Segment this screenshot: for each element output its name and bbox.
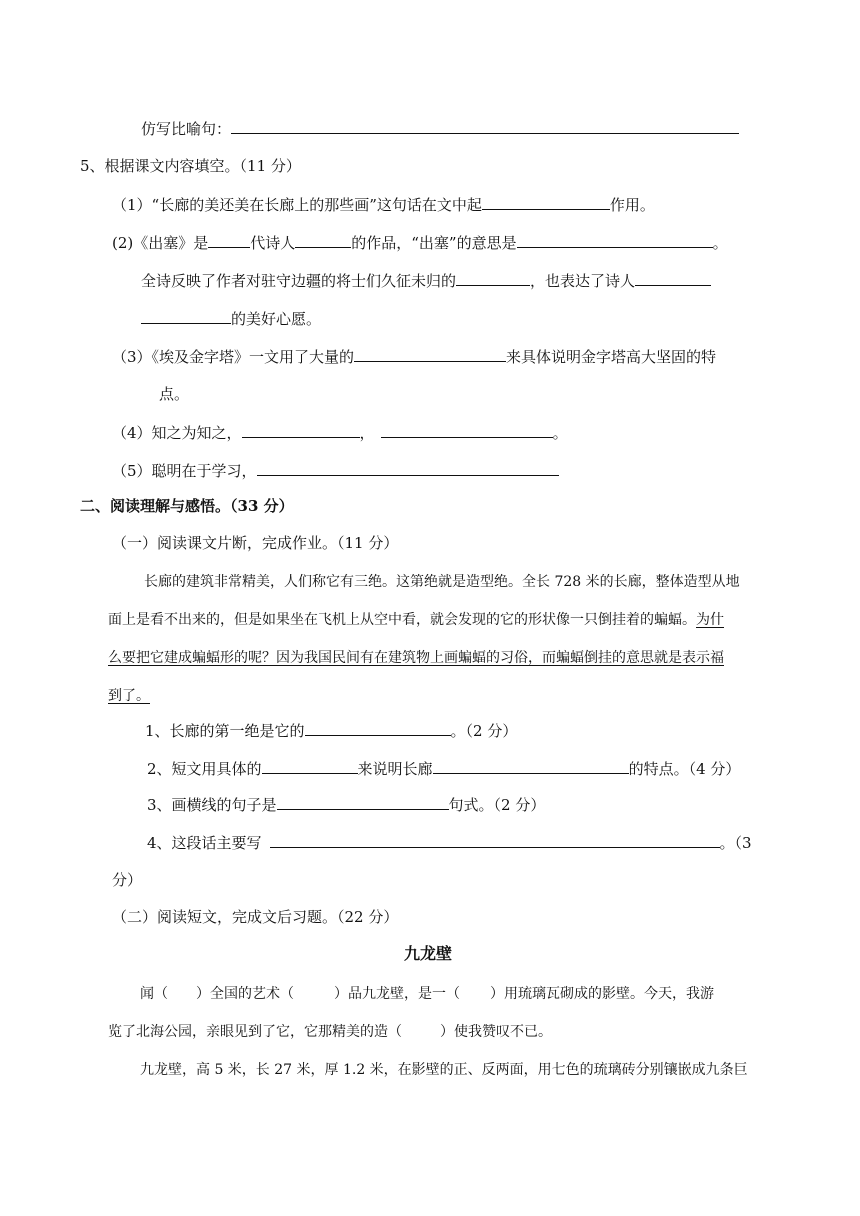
- q5-item-2-blank-poet[interactable]: [295, 232, 351, 248]
- part2-p1-text-d: ）用琉璃瓦砌成的影壁。今天，我游: [490, 986, 714, 1002]
- q5-item-2-line2: [141, 270, 711, 291]
- q5-item-3-text-a: （3）《埃及金字塔》一文用了大量的: [112, 348, 355, 366]
- q5-item-1-text: （1）“长廊的美还美在长廊上的那些画”这句话在文中起: [112, 196, 482, 214]
- part1-q4-score: 。（3: [719, 834, 752, 852]
- part1-question-4: [147, 832, 752, 853]
- q5-item-4-blank-2[interactable]: [381, 422, 553, 438]
- q5-item-1-end: 作用。: [609, 196, 655, 214]
- simile-blank[interactable]: [231, 118, 739, 134]
- part1-passage-line-4: 到了。: [108, 688, 150, 704]
- q5-item-3-line2: 点。: [159, 385, 190, 403]
- part1-q2-text-b: 来说明长廊: [357, 760, 433, 778]
- simile-label: 仿写比喻句：: [141, 120, 232, 138]
- part1-q3-score: 句式。（2 分）: [448, 796, 546, 814]
- q5-item-2-text-b: 代诗人: [250, 234, 296, 252]
- q5-item-3: [112, 346, 716, 367]
- q5-item-5-text: （5）聪明在于学习，: [112, 462, 257, 480]
- section2-heading: 二、阅读理解与感悟。（33 分）: [80, 497, 294, 515]
- part2-p2-text-a: 览了北海公园，亲眼见到了它，它那精美的造（: [108, 1024, 402, 1040]
- q5-item-2-text-g: 的美好心愿。: [231, 310, 322, 328]
- part1-underlined-sentence-start: 为什: [696, 612, 724, 628]
- part1-passage-line-2: [108, 610, 724, 630]
- q5-item-2: [112, 232, 728, 253]
- part1-q1-blank[interactable]: [305, 720, 451, 736]
- q5-item-2-line3: [141, 308, 321, 329]
- part1-q4-blank[interactable]: [270, 832, 720, 848]
- q5-item-2-blank-feeling[interactable]: [456, 270, 530, 286]
- part2-passage-line-2: [108, 1022, 552, 1042]
- part1-question-4-cont: 分）: [112, 871, 143, 889]
- q5-item-2-text-d: 。: [712, 234, 728, 252]
- part1-q3-blank[interactable]: [277, 794, 449, 810]
- part1-heading: （一）阅读课文片断，完成作业。（11 分）: [112, 534, 399, 552]
- part1-q2-text-a: 2、短文用具体的: [147, 760, 262, 778]
- q5-item-5-blank[interactable]: [257, 460, 559, 476]
- q5-item-2-blank-meaning[interactable]: [517, 232, 713, 248]
- part2-p1-text-c: ）品九龙壁，是一（: [334, 986, 460, 1002]
- q5-item-2-text-f: ，也表达了诗人: [530, 272, 636, 290]
- part1-q2-blank-1[interactable]: [262, 758, 358, 774]
- q5-item-1-blank[interactable]: [482, 194, 610, 210]
- part2-p2-text-b: ）使我赞叹不已。: [440, 1024, 552, 1040]
- article-title: 九龙壁: [404, 944, 453, 963]
- part1-passage-line-3: 么要把它建成蝙蝠形的呢？因为我国民间有在建筑物上画蝙蝠的习俗，而蝙蝠倒挂的意思就是表示福: [108, 650, 724, 666]
- q5-item-3-blank[interactable]: [354, 346, 506, 362]
- q5-item-4-text-b: ，: [359, 424, 375, 442]
- q5-item-3-text-b: 来具体说明金字塔高大坚固的特: [506, 348, 717, 366]
- part1-q1-score: 。（2 分）: [450, 722, 518, 740]
- q5-item-2-text-e: 全诗反映了作者对驻守边疆的将士们久征未归的: [141, 272, 457, 290]
- part1-passage-text: 面上是看不出来的，但是如果坐在飞机上从空中看，就会发现的它的形状像一只倒挂着的蝙蝠。: [108, 612, 696, 628]
- q5-item-4: [112, 422, 568, 443]
- q5-item-4-blank-1[interactable]: [242, 422, 360, 438]
- q5-heading: 5、根据课文内容填空。（11 分）: [80, 157, 301, 175]
- q5-item-4-text-a: （4）知之为知之，: [112, 424, 242, 442]
- part1-q3-text: 3、画横线的句子是: [147, 796, 277, 814]
- q5-item-5: [112, 460, 559, 481]
- part1-question-2: [147, 758, 740, 779]
- part1-q2-score: 的特点。（4 分）: [628, 760, 741, 778]
- part1-question-3: [147, 794, 545, 815]
- q5-item-2-blank-wish-cont[interactable]: [141, 308, 231, 324]
- simile-question: [141, 118, 739, 139]
- q5-item-4-text-c: 。: [552, 424, 568, 442]
- part1-q2-blank-2[interactable]: [433, 758, 629, 774]
- q5-item-1: [112, 194, 655, 215]
- part2-passage-line-1: [140, 984, 714, 1004]
- part1-question-1: [145, 720, 517, 741]
- part1-passage-line-1: 长廊的建筑非常精美，人们称它有三绝。这第绝就是造型绝。全长 728 米的长廊，整体造型从地: [144, 574, 740, 590]
- part2-p1-text-b: ）全国的艺术（: [196, 986, 294, 1002]
- q5-item-2-blank-wish[interactable]: [635, 270, 711, 286]
- part1-q1-text: 1、长廊的第一绝是它的: [145, 722, 305, 740]
- part2-passage-line-3: 九龙壁，高 5 米，长 27 米，厚 1.2 米，在影壁的正、反两面，用七色的琉璃砖分别镶嵌成九条巨: [140, 1062, 748, 1078]
- part1-q4-text: 4、这段话主要写: [147, 834, 262, 852]
- part2-p1-text-a: 闻（: [140, 986, 168, 1002]
- q5-item-2-text-a: (2)《出塞》是: [112, 234, 209, 252]
- q5-item-2-text-c: 的作品，“出塞”的意思是: [351, 234, 517, 252]
- part2-heading: （二）阅读短文，完成文后习题。（22 分）: [112, 908, 399, 926]
- q5-item-2-blank-dynasty[interactable]: [208, 232, 250, 248]
